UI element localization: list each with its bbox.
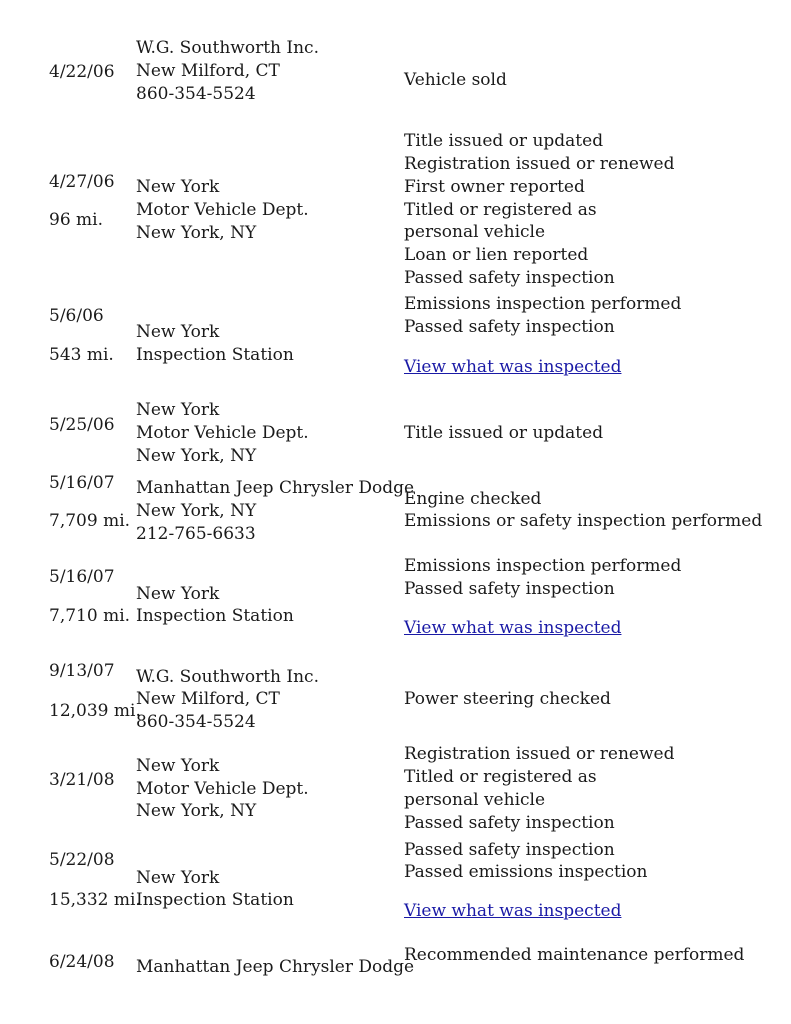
- record-detail-line: Title issued or updated: [404, 422, 604, 443]
- record-source-line: Inspection Station: [136, 344, 294, 365]
- record-detail-line: Loan or lien reported: [404, 244, 589, 265]
- record-date: 9/13/07: [49, 660, 115, 681]
- record-date: 4/27/06: [49, 171, 115, 192]
- record-source-line: New York: [136, 399, 220, 420]
- record-date: 4/22/06: [49, 61, 115, 82]
- record-mileage: 12,039 mi.: [49, 700, 141, 721]
- record-detail-line: Passed safety inspection: [404, 316, 615, 337]
- record-mileage: 543 mi.: [49, 344, 114, 365]
- record-detail-line: personal vehicle: [404, 221, 546, 242]
- record-source-line: W.G. Southworth Inc.: [136, 666, 319, 687]
- record-date: 5/16/07: [49, 472, 115, 493]
- record-source-line: New York: [136, 176, 220, 197]
- view-inspection-link[interactable]: View what was inspected: [404, 617, 622, 638]
- record-source-line: Motor Vehicle Dept.: [136, 778, 309, 799]
- record-source-line: Inspection Station: [136, 889, 294, 910]
- record-date: 5/16/07: [49, 566, 115, 587]
- record-detail-line: Vehicle sold: [404, 69, 507, 90]
- record-detail-line: Emissions or safety inspection performed: [404, 510, 763, 531]
- record-mileage: 15,332 mi.: [49, 889, 141, 910]
- record-source-line: New York, NY: [136, 222, 257, 243]
- record-detail-line: First owner reported: [404, 176, 585, 197]
- record-detail-line: personal vehicle: [404, 789, 546, 810]
- record-date: 5/22/08: [49, 849, 115, 870]
- record-detail-line: Passed safety inspection: [404, 267, 615, 288]
- record-source-line: New York: [136, 321, 220, 342]
- record-date: 3/21/08: [49, 769, 115, 790]
- record-source-line: 860-354-5524: [136, 711, 256, 732]
- record-source-line: New York: [136, 583, 220, 604]
- record-date: 5/25/06: [49, 414, 115, 435]
- record-source-line: 212-765-6633: [136, 523, 256, 544]
- record-source-line: New York, NY: [136, 800, 257, 821]
- record-source-line: New York, NY: [136, 500, 257, 521]
- record-mileage: 7,710 mi.: [49, 605, 131, 626]
- record-detail-line: Passed safety inspection: [404, 839, 615, 860]
- record-source-line: Manhattan Jeep Chrysler Dodge: [136, 956, 415, 977]
- view-inspection-link[interactable]: View what was inspected: [404, 900, 622, 921]
- record-detail-line: Power steering checked: [404, 688, 611, 709]
- record-date: 5/6/06: [49, 305, 104, 326]
- record-detail-line: Emissions inspection performed: [404, 293, 682, 314]
- record-source-line: Inspection Station: [136, 605, 294, 626]
- record-source-line: New York, NY: [136, 445, 257, 466]
- record-source-line: Motor Vehicle Dept.: [136, 422, 309, 443]
- record-date: 6/24/08: [49, 951, 115, 972]
- record-mileage: 96 mi.: [49, 209, 103, 230]
- record-source-line: New Milford, CT: [136, 60, 280, 81]
- record-detail-line: Passed safety inspection: [404, 578, 615, 599]
- record-detail-line: Emissions inspection performed: [404, 555, 682, 576]
- record-source-line: Manhattan Jeep Chrysler Dodge: [136, 477, 415, 498]
- record-detail-line: Titled or registered as: [404, 766, 597, 787]
- record-mileage: 7,709 mi.: [49, 510, 131, 531]
- record-detail-line: Engine checked: [404, 488, 542, 509]
- record-source-line: W.G. Southworth Inc.: [136, 37, 319, 58]
- view-inspection-link[interactable]: View what was inspected: [404, 356, 622, 377]
- record-source-line: New York: [136, 755, 220, 776]
- record-source-line: Motor Vehicle Dept.: [136, 199, 309, 220]
- record-detail-line: Passed safety inspection: [404, 812, 615, 833]
- record-detail-line: Passed emissions inspection: [404, 861, 648, 882]
- record-detail-line: Recommended maintenance performed: [404, 944, 745, 965]
- record-detail-line: Registration issued or renewed: [404, 743, 675, 764]
- record-detail-line: Registration issued or renewed: [404, 153, 675, 174]
- record-detail-line: Title issued or updated: [404, 130, 604, 151]
- record-detail-line: Titled or registered as: [404, 199, 597, 220]
- record-source-line: New York: [136, 867, 220, 888]
- record-source-line: 860-354-5524: [136, 83, 256, 104]
- record-source-line: New Milford, CT: [136, 688, 280, 709]
